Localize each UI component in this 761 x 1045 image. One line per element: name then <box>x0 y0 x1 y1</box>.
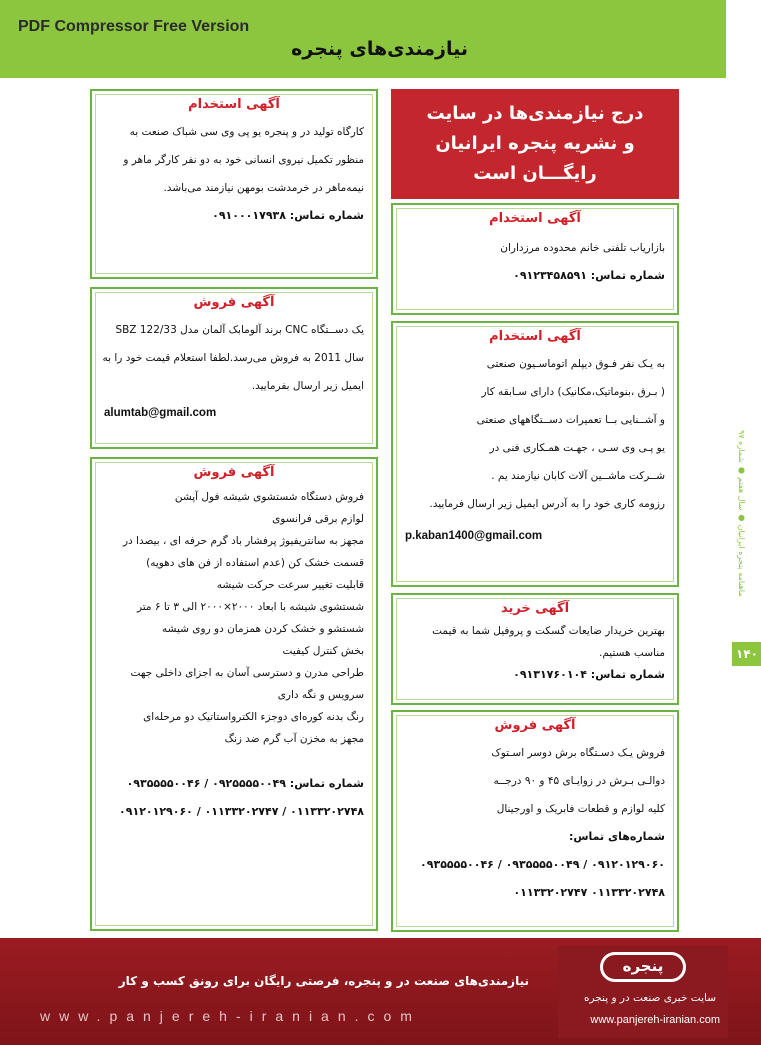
ad-email-link[interactable]: p.kaban1400@gmail.com <box>405 530 543 542</box>
ad-card-left-1 <box>90 89 378 279</box>
ad-line: دوالـی بـرش در زوایـای ۴۵ و ۹۰ درجــه <box>493 775 665 787</box>
ad-title: آگهی استخدام <box>489 329 581 344</box>
ad-line: نیمه‌ماهر در خرمدشت بومهن نیازمند می‌باشد. <box>163 182 364 194</box>
ad-line: کلیه لوازم و قطعات فابریک و اورجینال <box>496 803 665 815</box>
ad-phone-label: شماره‌های تماس: <box>568 830 665 843</box>
brand-block <box>558 946 728 1038</box>
promo-line: رایگـــان است <box>473 163 597 184</box>
ad-line: ( بـرق ،بنوماتیک،مکانیک) دارای سـابقه کار <box>481 386 665 398</box>
ad-title: آگهی استخدام <box>188 97 280 112</box>
ad-card-right-3 <box>391 593 679 705</box>
ad-line: قسمت خشک کن (عدم استفاده از فن های دهویه) <box>146 557 364 569</box>
ad-phone: شماره تماس: ۰۹۱۲۳۴۵۸۵۹۱ <box>513 269 665 282</box>
ad-title: آگهی فروش <box>193 295 275 310</box>
ad-line: منظور تکمیل نیروی انسانی خود به دو نفر کارگر ماهر و <box>123 154 364 166</box>
ad-line: یک دســتگاه CNC برند آلومابک آلمان مدل SBZ 122/33 <box>115 324 364 336</box>
brand-tagline: سایت خبری صنعت در و پنجره <box>583 992 716 1004</box>
ad-phone: ۰۱۱۳۳۲۰۲۷۴۸ / ۰۱۱۳۳۲۰۲۷۴۷ / ۰۹۱۲۰۱۲۹۰۶۰ <box>119 805 364 818</box>
promo-line: درج نیازمندی‌ها در سایت <box>426 103 644 124</box>
ad-line: شــرکت ماشــین آلات کابان نیازمند یم . <box>491 470 665 482</box>
promo-line: و نشریه پنجره ایرانیان <box>435 133 635 154</box>
footer-banner <box>0 938 761 1045</box>
ad-line: فروش دستگاه شستشوی شیشه فول آپشن <box>174 491 364 503</box>
ad-phone: شماره تماس: ۰۹۲۵۵۵۵۰۰۴۹ / ۰۹۳۵۵۵۵۰۰۴۶ <box>126 777 364 790</box>
ad-line: رنگ بدنه کوره‌ای دوجزء الکترواستاتیک دو مرحله‌ای <box>143 711 364 723</box>
ad-line: سال 2011 به فروش می‌رسد.لطفا استعلام قیمت خود را به <box>102 352 364 364</box>
ad-email-link[interactable]: alumtab@gmail.com <box>104 407 217 419</box>
ad-line: فروش یـک دسـتگاه برش دوسر اسـتوک <box>491 747 665 759</box>
ad-card-right-4 <box>391 710 679 932</box>
ad-line: بخش کنترل کیفیت <box>282 645 364 657</box>
ad-phone: ۰۱۱۳۳۲۰۲۷۴۸ ۰۱۱۳۳۲۰۲۷۴۷ <box>513 886 665 899</box>
ad-title: آگهی خرید <box>500 601 570 616</box>
ad-title: آگهی فروش <box>193 465 275 480</box>
ad-line: رزومه کاری خود را به آدرس ایمیل زیر ارسال فرمایید. <box>429 498 665 510</box>
ad-line: ایمیل زیر ارسال بفرمایید. <box>251 380 364 392</box>
ad-line: و آشــنایی بــا تعمیرات دســتگاههای صنعتی <box>476 414 665 426</box>
ad-line: بهترین خریدار ضایعات گسکت و پروفیل شما به قیمت <box>432 625 665 637</box>
ad-line: شستشوی شیشه با ابعاد ۲۰۰۰×۲۰۰۰ الی ۳ تا ۶ متر <box>136 601 364 613</box>
ad-line: مناسب هستیم. <box>598 647 665 659</box>
watermark-label: PDF Compressor Free Version <box>18 18 250 35</box>
ad-title: آگهی استخدام <box>489 211 581 226</box>
header-bar <box>0 0 726 78</box>
ad-line: بازاریاب تلفنی خانم محدوده مرزداران <box>500 242 665 254</box>
page-title: نیازمندی‌های پنجره <box>291 38 468 60</box>
ad-line: به یـک نفر فـوق دیپلم اتوماسـیون صنعتی <box>486 358 665 370</box>
ad-card-left-3 <box>90 457 378 931</box>
ad-line: مجهز به مخزن آب گرم ضد زنگ <box>224 733 364 745</box>
ad-line: یو پـی وی سـی ، جهـت همـکاری فنی در <box>489 442 665 454</box>
footer-url[interactable]: www.panjereh-iranian.com <box>40 1008 421 1024</box>
page-number: ۱۴۰ <box>732 642 761 666</box>
ad-card-right-1 <box>391 203 679 315</box>
ad-title: آگهی فروش <box>494 718 576 733</box>
ad-line: کارگاه تولید در و پنجره یو پی وی سی شباک صنعت به <box>129 126 364 138</box>
brand-url-link[interactable]: www.panjereh-iranian.com <box>590 1014 720 1026</box>
ad-card-left-2 <box>90 287 378 449</box>
ad-line: شستشو و خشک کردن همزمان دو روی شیشه <box>162 623 364 635</box>
ad-phone: شماره تماس: ۰۹۱۰۰۰۱۷۹۳۸ <box>212 209 364 222</box>
brand-logo: پنجره <box>600 952 686 982</box>
ad-line: قابلیت تغییر سرعت حرکت شیشه <box>216 579 364 591</box>
footer-slogan: نیازمندی‌های صنعت در و پنجره، فرصتی رایگان برای رونق کسب و کار <box>118 974 529 988</box>
promo-banner <box>391 89 679 199</box>
ad-line: مجهز به سانتریفیوژ پرفشار باد گرم حرفه ای ، بیصدا در <box>122 535 364 547</box>
ad-line: لوازم برقی فرانسوی <box>272 513 364 525</box>
ad-phone: ۰۹۱۲۰۱۲۹۰۶۰ / ۰۹۳۵۵۵۵۰۰۴۹ / ۰۹۳۵۵۵۵۰۰۴۶ <box>420 858 665 871</box>
ad-card-right-2 <box>391 321 679 587</box>
ad-phone: شماره تماس: ۰۹۱۳۱۷۶۰۱۰۴ <box>513 668 665 681</box>
ad-line: طراحی مدرن و دسترسی آسان به اجزای داخلی جهت <box>130 667 364 679</box>
side-issue-info: ماهنامه پنجره ایرانیان ● سال هفتم ● شماره ۹۷ <box>737 430 746 597</box>
ad-line: سرویس و نگه داری <box>277 689 364 701</box>
